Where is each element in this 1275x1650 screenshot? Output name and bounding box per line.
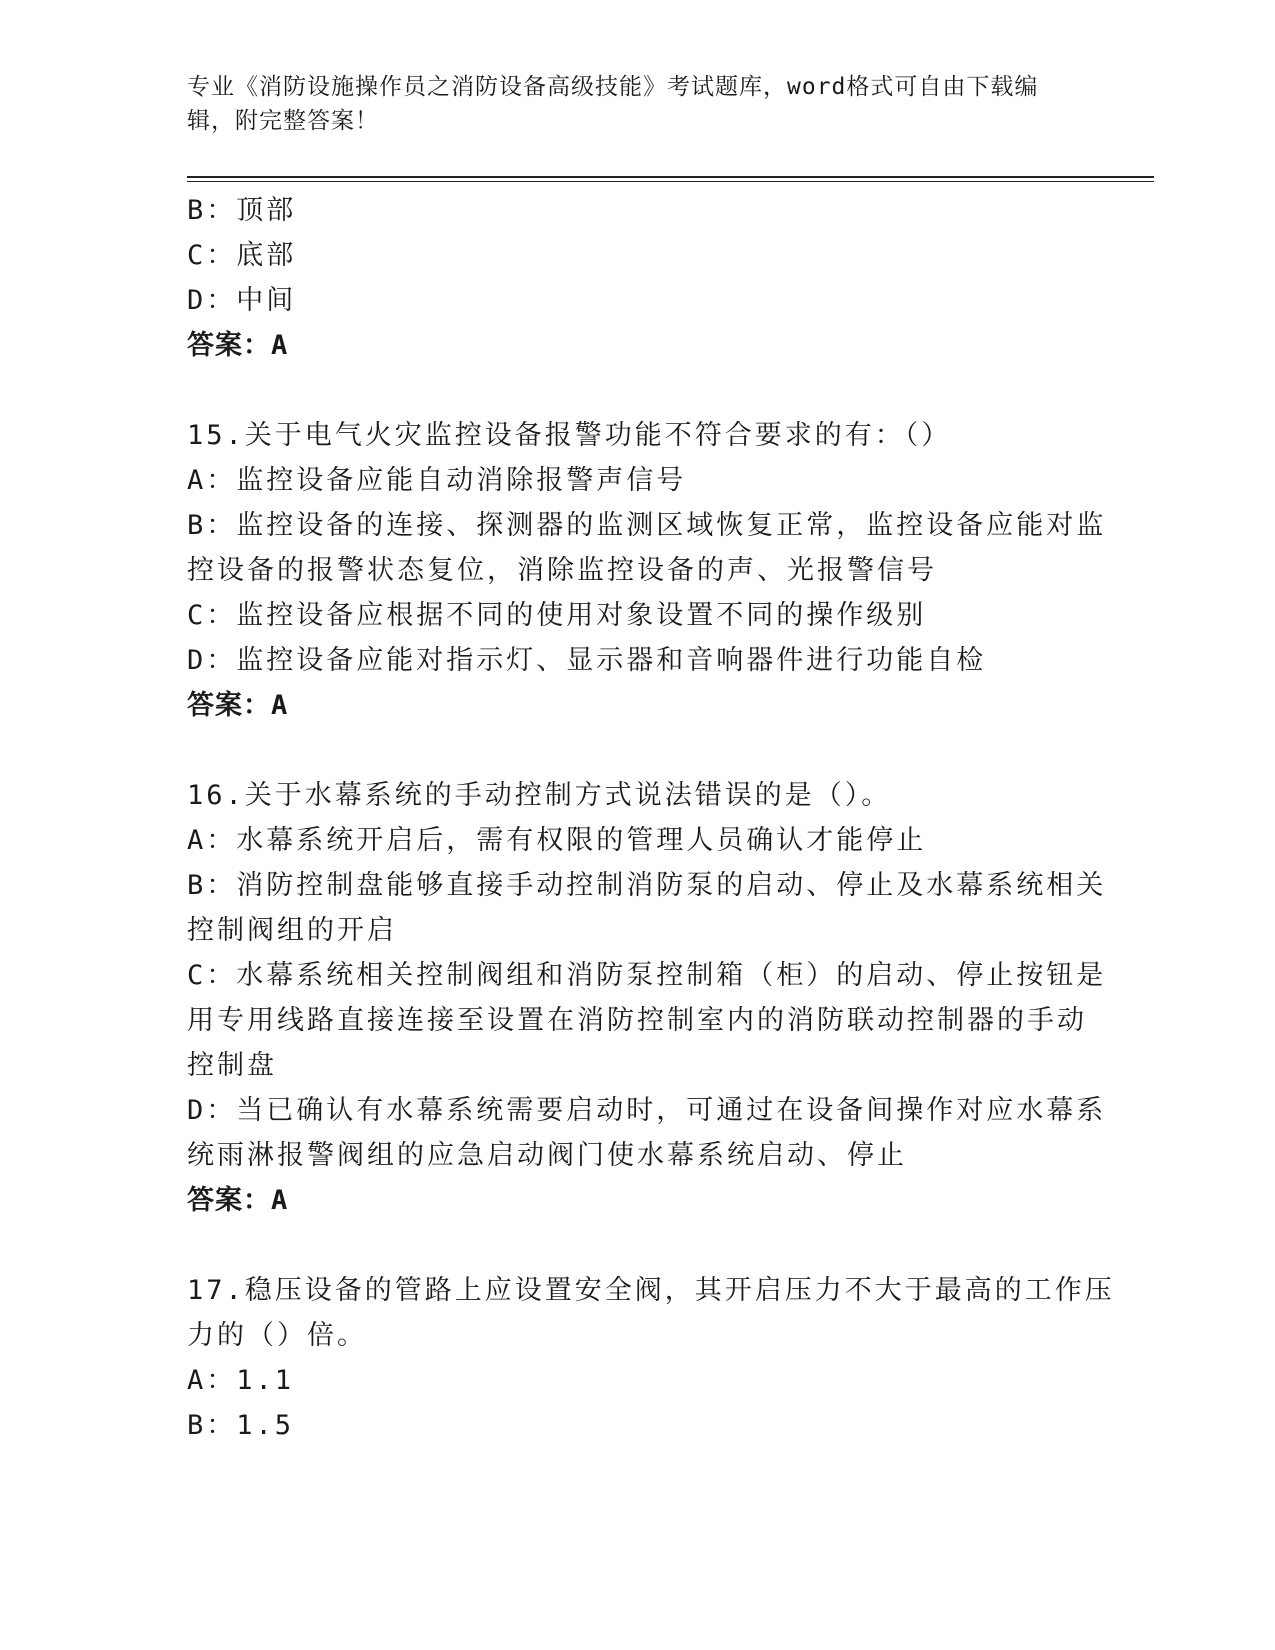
- option-b: B：消防控制盘能够直接手动控制消防泵的启动、停止及水幕系统相关: [187, 870, 1107, 901]
- spacer: [187, 368, 1087, 413]
- question-15: [187, 413, 1107, 728]
- option-a: A：监控设备应能自动消除报警声信号: [187, 465, 687, 496]
- question-text-cont: 力的（）倍。: [187, 1320, 367, 1351]
- question-list: [187, 188, 1115, 1448]
- header-line: 专业《消防设施操作员之消防设备高级技能》考试题库，word格式可自由下载编: [187, 74, 1039, 100]
- option-b-cont: 控设备的报警状态复位，消除监控设备的声、光报警信号: [187, 555, 937, 586]
- option-d: D：中间: [187, 285, 297, 316]
- option-b: B：顶部: [187, 195, 297, 226]
- answer: 答案：A: [187, 330, 289, 361]
- option-a: A：水幕系统开启后，需有权限的管理人员确认才能停止: [187, 825, 927, 856]
- option-c-cont: 控制盘: [187, 1050, 277, 1081]
- option-b: B：监控设备的连接、探测器的监测区域恢复正常，监控设备应能对监: [187, 510, 1107, 541]
- question-14-continued: [187, 188, 1087, 368]
- header-divider: [187, 181, 1154, 182]
- header-divider: [187, 176, 1154, 178]
- header-line: 辑，附完整答案！: [187, 108, 379, 134]
- spacer: [187, 1223, 1087, 1268]
- option-d-cont: 统雨淋报警阀组的应急启动阀门使水幕系统启动、停止: [187, 1140, 907, 1171]
- page-header: [187, 70, 1067, 138]
- answer: 答案：A: [187, 1185, 289, 1216]
- question-text: 15.关于电气火灾监控设备报警功能不符合要求的有：（）: [187, 420, 952, 451]
- question-text: 16.关于水幕系统的手动控制方式说法错误的是（）。: [187, 780, 892, 811]
- option-d: D：监控设备应能对指示灯、显示器和音响器件进行功能自检: [187, 645, 987, 676]
- spacer: [187, 728, 1087, 773]
- option-c: C：水幕系统相关控制阀组和消防泵控制箱（柜）的启动、停止按钮是: [187, 960, 1107, 991]
- question-text: 17.稳压设备的管路上应设置安全阀，其开启压力不大于最高的工作压: [187, 1275, 1115, 1306]
- option-a: A：1.1: [187, 1365, 295, 1396]
- option-b: B：1.5: [187, 1410, 295, 1441]
- question-17: [187, 1268, 1115, 1448]
- option-b-cont: 控制阀组的开启: [187, 915, 397, 946]
- option-c-cont: 用专用线路直接连接至设置在消防控制室内的消防联动控制器的手动: [187, 1005, 1087, 1036]
- option-c: C：底部: [187, 240, 297, 271]
- option-c: C：监控设备应根据不同的使用对象设置不同的操作级别: [187, 600, 927, 631]
- option-d: D：当已确认有水幕系统需要启动时，可通过在设备间操作对应水幕系: [187, 1095, 1107, 1126]
- question-16: [187, 773, 1107, 1223]
- answer: 答案：A: [187, 690, 289, 721]
